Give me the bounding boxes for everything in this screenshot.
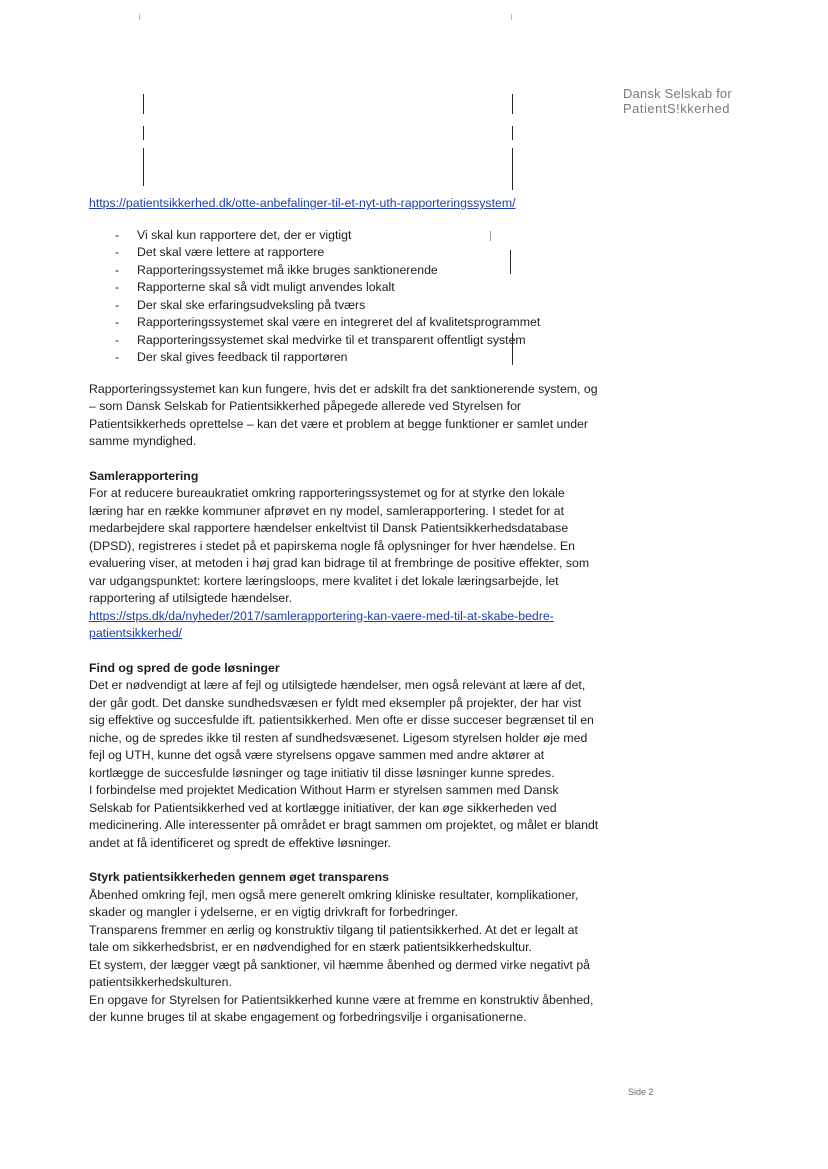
- bullet-dash: -: [115, 245, 120, 259]
- logo-line-1: Dansk Selskab for: [623, 86, 732, 101]
- list-item: [89, 227, 599, 245]
- section-paragraph: For at reducere bureaukratiet omkring rapporteringssystemet og for at styrke den lokale læring har en række kommuner afprøvet en ny model, samlerapportering. I stedet for at medarbejdere skal rapportere hændelser enkeltvist til Dansk Patientsikkerhedsdatabase (DPSD), registreres i stedet på et papirskema nogle få oplysninger for hver hændelse. En evaluering viser, at metoden i høj grad kan bidrage til at frembringe de positive effekter, som var udgangspunktet: kortere læringsloops, mere kvalitet i det lokale læringsarbejde, let rapportering af utilsigtede hændelser.: [89, 486, 590, 605]
- scan-artifact: [143, 148, 144, 186]
- bullet-dash: -: [115, 332, 120, 347]
- section-heading: Find og spred de gode løsninger: [89, 660, 280, 675]
- list-item: [89, 244, 599, 262]
- section-paragraph: Det er nødvendigt at lære af fejl og utilsigtede hændelser, men også relevant at lære af det, der går godt. Det danske sundhedsvæsen er fyldt med eksempler på projekter, der har vist sig effektive og succesfulde ift. patientsikkerhed. Men ofte er disse succeser begrænset til en niche, og de spredes ikke til resten af sundhedsvæsenet. Ligesom styrelsen holder øje med fejl og UTH, kunne det også være styrelsens opgave sammen med andre aktører at kortlægge de succesfulde løsninger og tage initiativ til disse løsninger kunne spredes.: [89, 678, 594, 780]
- organization-logo: [623, 86, 732, 116]
- bullet-dash: -: [115, 297, 120, 312]
- page-number: Side 2: [628, 1087, 654, 1097]
- list-item-text: Vi skal kun rapportere det, der er vigtigt: [137, 227, 352, 242]
- list-item: [89, 349, 599, 367]
- list-item: [89, 314, 599, 332]
- list-item-text: Rapporteringssystemet må ikke bruges sanktionerende: [137, 262, 438, 277]
- scan-artifact: [512, 148, 513, 190]
- stps-article-link[interactable]: https://stps.dk/da/nyheder/2017/samlerapportering-kan-vaere-med-til-at-skabe-bedre-patientsikkerhed/: [89, 608, 554, 640]
- logo-line-2: PatientS!kkerhed: [623, 101, 731, 116]
- section-heading: Styrk patientsikkerheden gennem øget transparens: [89, 870, 390, 884]
- section-paragraph: En opgave for Styrelsen for Patientsikkerhed kunne være at fremme en konstruktiv åbenhed, der kunne bruges til at skabe engagement og forbedringsvilje i organisationerne.: [89, 992, 594, 1024]
- list-item: [89, 297, 599, 315]
- section-heading: Samlerapportering: [89, 468, 199, 483]
- section-paragraph: Åbenhed omkring fejl, men også mere generelt omkring kliniske resultater, komplikationer, skader og mangler i ydelserne, er en vigtig drivkraft for forbedringer.: [89, 887, 579, 919]
- scan-artifact: [143, 126, 144, 140]
- recommendations-link[interactable]: https://patientsikkerhed.dk/otte-anbefalinger-til-et-nyt-uth-rapporteringssystem/: [89, 196, 516, 210]
- list-item-text: Der skal ske erfaringsudveksling på tværs: [137, 297, 366, 312]
- bullet-dash: -: [115, 262, 120, 277]
- scan-artifact: [511, 14, 512, 20]
- document-body: [89, 195, 599, 1027]
- section-paragraph: Et system, der lægger vægt på sanktioner, vil hæmme åbenhed og dermed virke negativt på patientsikkerhedskulturen.: [89, 957, 591, 989]
- list-item-text: Rapporteringssystemet skal medvirke til et transparent offentligt system: [137, 332, 526, 347]
- section-samlerapportering: [89, 468, 599, 643]
- list-item-text: Rapporteringssystemet skal være en integreret del af kvalitetsprogrammet: [137, 315, 541, 329]
- section-paragraph: Transparens fremmer en ærlig og konstruktiv tilgang til patientsikkerhed. At det er legalt at tale om sikkerhedsbrist, er en nødvendighed for en stærk patientsikkerhedskultur.: [89, 922, 578, 954]
- section-paragraph: I forbindelse med projektet Medication Without Harm er styrelsen sammen med Dansk Selskab for Patientsikkerhed ved at kortlægge initiativer, der kan øge sikkerheden ved medicinering. Alle interessenter på området er bragt sammen om projektet, og målet er blandt andet at få identificeret og spredt de effektive løsninger.: [89, 783, 599, 850]
- scan-artifact: [139, 14, 140, 20]
- scan-artifact: [512, 126, 513, 140]
- list-item: [89, 279, 599, 297]
- list-item: [89, 332, 599, 350]
- section-transparency: [89, 869, 599, 1027]
- list-item-text: Rapporterne skal så vidt muligt anvendes lokalt: [137, 280, 395, 294]
- bullet-dash: -: [115, 227, 120, 242]
- intro-paragraph: Rapporteringssystemet kan kun fungere, hvis det er adskilt fra det sanktionerende system, og – som Dansk Selskab for Patientsikkerhed påpegede allerede ved Styrelsen for Patientsikkerheds oprettelse – kan det være et problem at begge funktioner er samlet under samme myndighed.: [89, 381, 598, 448]
- recommendations-list: [89, 227, 599, 367]
- scan-artifact: [512, 94, 513, 114]
- section-good-solutions: [89, 660, 599, 853]
- scan-artifact: [143, 94, 144, 114]
- list-item-text: Det skal være lettere at rapportere: [137, 245, 325, 259]
- bullet-dash: -: [115, 315, 120, 329]
- bullet-dash: -: [115, 350, 120, 364]
- list-item-text: Der skal gives feedback til rapportøren: [137, 350, 348, 364]
- bullet-dash: -: [115, 280, 120, 294]
- list-item: [89, 262, 599, 280]
